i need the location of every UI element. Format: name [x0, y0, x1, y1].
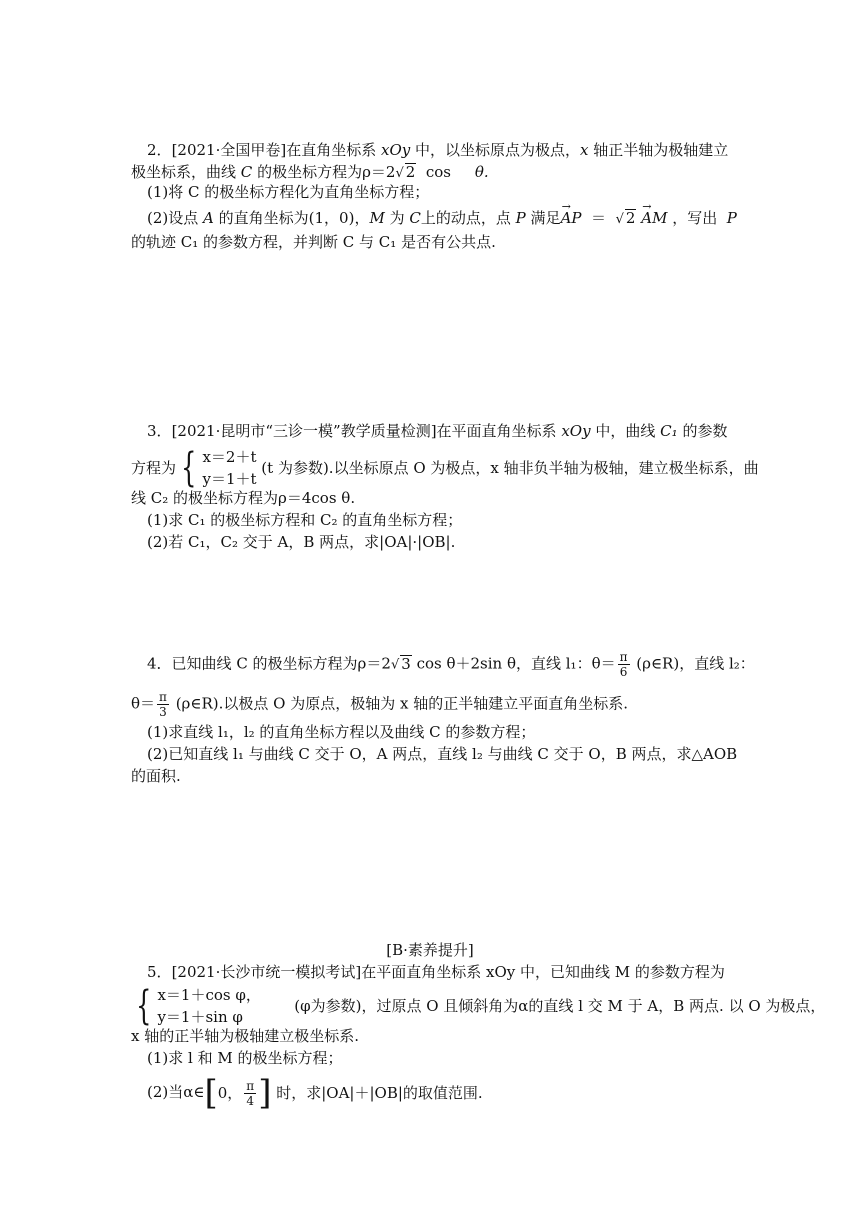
text: 的直角坐标为(1，0)， [218, 209, 370, 227]
right-bracket: ] [258, 1073, 272, 1113]
problem-source: [2021·全国甲卷] [171, 141, 287, 159]
numerator: π [246, 1078, 255, 1093]
text: 满足 [530, 209, 561, 227]
problem-4-line-2 [131, 690, 731, 719]
denominator: 3 [159, 705, 167, 719]
numerator: π [159, 690, 167, 704]
text: 轴正半轴为极轴建立 [593, 141, 729, 159]
problem-5-part-1: (1)求 l 和 M 的极坐标方程； [147, 1049, 343, 1067]
text: ．已知曲线 C 的极坐标方程为ρ＝2 [156, 654, 391, 673]
interval-start: 0， [217, 1084, 243, 1102]
fraction-pi-3 [157, 690, 169, 719]
problem-source: [2021·昆明市“三诊一模”教学质量检测] [171, 422, 437, 440]
denominator: 6 [619, 665, 628, 679]
problem-4-line-1 [147, 650, 755, 679]
problem-4-part-2-line-2: 的面积. [131, 767, 181, 785]
problem-3-line-1: 3．[2021·昆明市“三诊一模”教学质量检测]在平面直角坐标系 xOy 中，曲线 C₁ 的参数 [147, 422, 728, 440]
math-symbol: C₁ [660, 422, 678, 440]
math-symbol: x [580, 141, 589, 159]
text: 极坐标系，曲线 [131, 163, 237, 181]
radicand: 3 [401, 654, 411, 673]
text: 为 [389, 209, 405, 227]
equation-row: x＝1＋cos φ， [157, 986, 261, 1004]
problem-source: [2021·长沙市统一模拟考试] [171, 963, 362, 981]
math-symbol: P [515, 209, 526, 227]
equation-row: x＝2＋t [202, 448, 257, 466]
text: 在直角坐标系 [286, 141, 377, 159]
math-symbol: xOy [381, 141, 411, 159]
math-symbol: C [240, 163, 253, 181]
left-brace: { [136, 983, 152, 1029]
text: 在平面直角坐标系 xOy 中，已知曲线 M 的参数方程为 [361, 963, 725, 981]
equation-system [131, 984, 261, 1028]
vector-am: → AM [641, 206, 667, 230]
problem-number: 2 [147, 141, 157, 159]
problem-3-part-2: (2)若 C₁，C₂ 交于 A，B 两点，求|OA|·|OB|. [147, 533, 456, 551]
text: (φ为参数)，过原点 O 且倾斜角为α的直线 l 交 M 于 A，B 两点. 以 O 为极点， [294, 997, 826, 1015]
problem-3-line-3: 线 C₂ 的极坐标方程为ρ＝4cos θ. [131, 489, 356, 507]
text: 时，求|OA|＋|OB|的取值范围. [276, 1084, 483, 1102]
problem-5-line-2 [131, 983, 826, 1029]
section-title: [B·素养提升] [386, 941, 474, 959]
sqrt-symbol: √ [390, 657, 400, 673]
vector-ap: → AP [561, 206, 582, 230]
problem-2-part-2-line-1 [147, 206, 747, 232]
text: 中，曲线 [595, 422, 656, 440]
text: 在平面直角坐标系 [436, 422, 557, 440]
math-symbol: C [409, 209, 421, 227]
problem-5-line-1: 5．[2021·长沙市统一模拟考试]在平面直角坐标系 xOy 中，已知曲线 M 的参数方程为 [147, 963, 725, 981]
left-bracket: [ [204, 1073, 218, 1113]
text: 上的动点，点 [420, 209, 511, 227]
text: cos [425, 163, 451, 181]
equation-system [176, 446, 257, 490]
text: (2)当α∈ [147, 1083, 205, 1101]
problem-number: 3 [147, 422, 157, 440]
text: 方程为 [131, 459, 177, 477]
text: (2)设点 [147, 209, 199, 227]
text: ，写出 [672, 209, 718, 227]
math-symbol: θ. [474, 163, 489, 181]
text: 的参数 [682, 422, 728, 440]
problem-2-line-1: 2．[2021·全国甲卷]在直角坐标系 xOy 中，以坐标原点为极点，x 轴正半轴为极轴建立 [147, 141, 729, 159]
radicand: 2 [405, 163, 416, 181]
sqrt-symbol: √ [615, 212, 624, 227]
problem-2-part-1: (1)将 C 的极坐标方程化为直角坐标方程； [147, 183, 430, 201]
problem-5-line-3: x 轴的正半轴为极轴建立极坐标系. [131, 1027, 359, 1045]
radicand: 2 [625, 209, 636, 227]
text: cos θ＋2sin θ，直线 l₁：θ＝ [416, 654, 616, 673]
denominator: 4 [246, 1093, 255, 1108]
problem-3-part-1: (1)求 C₁ 的极坐标方程和 C₂ 的直角坐标方程； [147, 511, 463, 529]
math-symbol: P [726, 209, 737, 227]
problem-4-part-2-line-1: (2)已知直线 l₁ 与曲线 C 交于 O，A 两点，直线 l₂ 与曲线 C 交于 O，B 两点，求△AOB [147, 745, 738, 763]
text: 的极坐标方程为ρ＝2 [257, 163, 396, 181]
problem-4-part-1: (1)求直线 l₁，l₂ 的直角坐标方程以及曲线 C 的参数方程； [147, 723, 536, 741]
problem-2-part-2-line-2: 的轨迹 C₁ 的参数方程，并判断 C 与 C₁ 是否有公共点. [131, 233, 496, 251]
equation-row: y＝1＋sin φ [157, 1008, 243, 1026]
sqrt-symbol: √ [395, 166, 404, 181]
problem-number: 5 [147, 963, 157, 981]
text: (ρ∈R).以极点 O 为原点，极轴为 x 轴的正半轴建立平面直角坐标系. [175, 694, 628, 713]
fraction-pi-4 [244, 1079, 256, 1108]
equation-row: y＝1＋t [202, 470, 257, 488]
math-symbol: A [203, 209, 214, 227]
problem-number: 4 [147, 654, 157, 673]
math-symbol: M [369, 209, 385, 227]
text: 中，以坐标原点为极点， [415, 141, 581, 159]
text: θ＝ [131, 694, 156, 713]
text: (t 为参数).以坐标原点 O 为极点，x 轴非负半轴为极轴，建立极坐标系，曲 [261, 459, 759, 477]
left-brace: { [181, 445, 197, 491]
math-symbol: xOy [561, 422, 591, 440]
numerator: π [619, 650, 628, 664]
fraction-pi-6 [618, 650, 630, 679]
problem-3-line-2 [131, 445, 759, 491]
problem-5-part-2 [147, 1072, 747, 1113]
text: (ρ∈R)，直线 l₂： [636, 654, 755, 673]
text: ＝ [591, 209, 607, 227]
